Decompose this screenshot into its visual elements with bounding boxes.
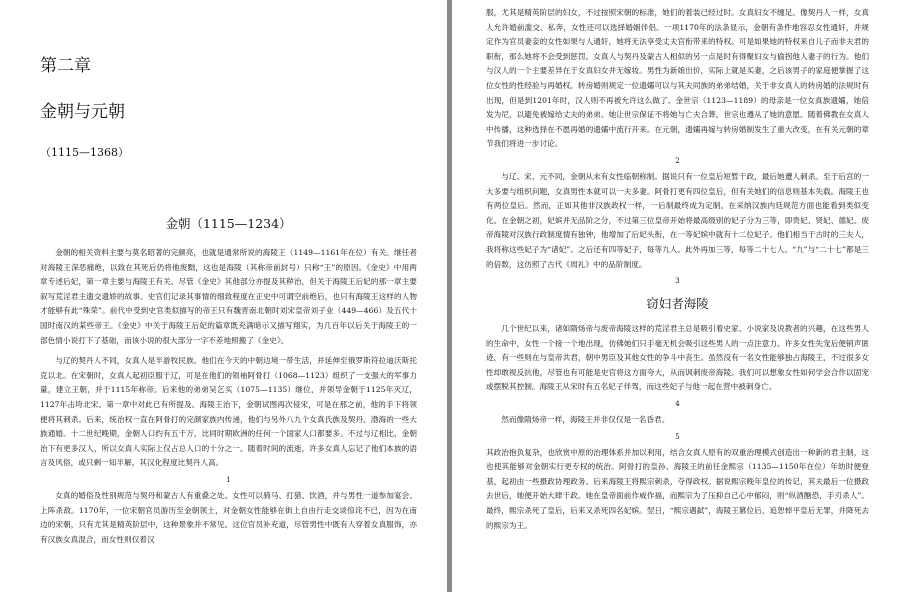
chapter-title: 金朝与元朝 [40,102,125,122]
paragraph: 金朝的相关资料主要与莫名昭著的完颜亮，也就是通常所说的海陵王（1149—1161年在位）有关。继任者对海陵王深恶痛绝，以致在其死后仍将他废黜，这也是海陵（其称帝前封号）只称“王”的原因。《金史》中用两章专述后妃，第一章主要与海陵王有关。尽管《金史》其他部分亦提及其秽治，但关于海陵王后妃的那一章主要叙写荒淫君主遗交遗娇的故事。史官们记录其事情的细致程度在正史中可谓空前绝后，也只有海陵王这样的人物才能够有此“殊荣”。前代中受到史官类似描写的帝王只有魏晋南北朝时刘宋皇帝刘子业（449—466）及五代十国时南汉的某些帝王。《金史》中关于海陵王后妃的篇章既充满暗示又描写翔实，为几百年以后关于海陵王的一部色情小说打下了基础，而该小说的很大部分一字不差地照搬了《金史》。 [40,248,417,345]
paragraph: 服，尤其是精英阶层的妇女，不过按照宋朝的标准，她们的着装已经过时。女真妇女不缠足。像契丹人一样，女真人允许婚前滥交、私奔，女性还可以选择婚姻伴侣。一项1170年的法条显示，金朝有条件地容忍女性通奸，并规定作为官员妻妾的女性如果与人通奸，她将无法享受丈夫官衔带来的特权。可是如果她的特权来自儿子而非夫君的职衔，那么她将不会受到惩罚。女真人与契丹及蒙古人相似的另一点是时有得聚妇女与偷拐他人妻子的行为。他们与汉人的一个主要差异在于女真妇女并无嫁妆。男性为新娘出价，实际上就是买妻，之后该男子的家庭便掌握了这位女性的性经验与再婚权。转房婚则规定一位遗孀可以与其夫同族的弟弟结婚，关于非女真人的转房婚的法规时有出现，但是到1201年时，汉人则不再被允许这么做了。金世宗（1123—1189）的母亲是一位女真族遗孀，她倍发为尼，以避免被嫁给丈夫的弟弟。她让世宗保证不将她与亡夫合葬，世宗也遵从了她的意愿。随着佛教在女真人中传播，这种选择在不愿再婚的遗孀中流行开来。在元朝，遗孀再嫁与转房婚制发生了重大改变，在有关元朝的章节我们将进一步讨论。 [486,8,869,149]
paragraph: 女真的婚俗及性别规范与契丹和蒙古人有重叠之处。女性可以骑马、打猎、饮酒，并与男性一道参加宴会、上阵杀敌。1170年，一位宋朝官员游历至金朝领土，对金朝女性能够在街上自由行走交谈惊诧不已，因为在南边的宋朝，只有尤其是精英阶层中，这种景象并不常见。这位官员补充道，尽管男性中既有人穿着女真服饰，亦有汉族女真混合，而女性则仅着汉 [40,490,417,544]
page-number: 1 [226,475,231,484]
paragraph: 然而像隋炀帝一样，海陵王并非仅仅是一名昏君。 [501,415,670,425]
paragraph: 其政治抱负复杂，也欣赏中原的治理体系并加以利用，结合女真人原有的双重治理模式创造出一种新的君主制，这也使其能够对金朝实行更专权的统治。阿骨打的皇孙、海陵王的前任金熙宗（1135—1150年在位）年幼时便登基，起初由一些摄政协理政务。后来海陵王将熙宗刺杀，夺得政权。据说熙宗晚年皇位的传记，其夫最后一位摄政去世后，她便开始大肆干政。她在皇帝面前作威作福，而熙宗为了压抑自己心中郁闷，则“纵酒酗恐，手刃杀人”。最终，熙宗杀死了皇后，后来又杀死四名妃嫔。翌日，“熙宗遇弑”，海陵王篡位后，追恕悼平皇后无罪，并降死去的熙宗为王。 [486,447,869,530]
right-page [452,0,899,592]
left-page [0,0,447,592]
paragraph: 与辽、宋、元不同，金朝从未有女性临朝称制。据说只有一位皇后短暂干政，最后她遭人刺杀。至于后宫的一大多要与组织问题，女真男性本就可以一夫多妻。阿骨打更有四位皇后，但有关她们的信息则基本失载。海陵王也有两位皇后。然而，正如其他非汉族政权一样，一后制最终成为定制。在采纳汉族内廷规范方面也能看到类似变化。在金朝之初，妃嫔并无品阶之分，不过第三位皇帝开始将最高级别的妃子分为三等，即贵妃、贤妃、德妃。废帝海陵对汉族行政制度情有独钟，他增加了后妃头衔，在一等妃嫔中就有十二位妃子。他们相当于古时的三夫人，我将称这些妃子为“诸妃”。之后还有四等妃子，每等九人。此外再加三等，每等二十七人。“九”与“二十七”都是三的倍数，这仿照了古代《周礼》中的品阶制度。 [486,171,869,269]
section-title-jin: 金朝（1115—1234） [165,216,292,231]
paragraph: 与辽的契丹人不同，女真人是半游牧民族。他们在今天的中朝边境一带生活，并延伸至俄罗斯符拉迪沃斯托克以北。在宋朝时，女真人起初臣服于辽，可是在他们的领袖阿骨打（1068—1123）组织了一支强大的军事力量，建立王朝，并于1115年称帝。后来他的弟弟吴乞买（1075—1135）继位，并领导金朝于1125年灭辽，1127年击垮北宋。第一章中对此已有所提及。海陵王治下，金朝试图再次侵宋，可是在那之前，他的手下将领便将其刺杀。后来，统治权一直在阿骨打的完颜家族内传递，他们与另外八九个女真氏族及契丹、渤海的一些大族通婚。十二世纪晚期，金朝人口约有五千万，比同时期欧洲的任何一个国家人口都要多。不过与辽相比，金朝治下有更多汉人，所以女真人实际上仅占总人口的十分之一。随着时间的流逝，许多女真人忘记了他们本族的语言及风俗，或只剩一知半解，其汉化程度比契丹人高。 [40,356,417,468]
paragraph: 几个世纪以来，诸如隋炀帝与废帝海陵这样的荒淫君主总是吸引着史家、小说家及说教者的兴趣，在这些男人的生命中，女性一个接一个地出现，仿佛她们只手毫无机会吸引这些男人的一点注意力。许多女性失宠后便销声匿迹，有一些则在与皇帝共君，朝中男臣及其他女性的争斗中丧生。虽然没有一名女性能够独占海陵王，不过很多女性却敢视反抗他，尽管也有可能是史官将这方面夸大，从而讽刺废帝海陵。我们可以想象女性如何学会合作以固宠或摆脱其控制。海陵王从宋时有五名妃子伴驾，而这些妃子与他一起在营中被刺身亡。 [486,324,869,392]
page-number: 2 [675,156,680,165]
page-number: 3 [675,277,680,286]
page-number: 4 [675,400,680,409]
page-number: 5 [675,432,680,441]
chapter-span: （1115—1368） [40,146,129,159]
section-title-hailing: 窃妇者海陵 [646,296,709,312]
chapter-number: 第二章 [40,56,91,76]
